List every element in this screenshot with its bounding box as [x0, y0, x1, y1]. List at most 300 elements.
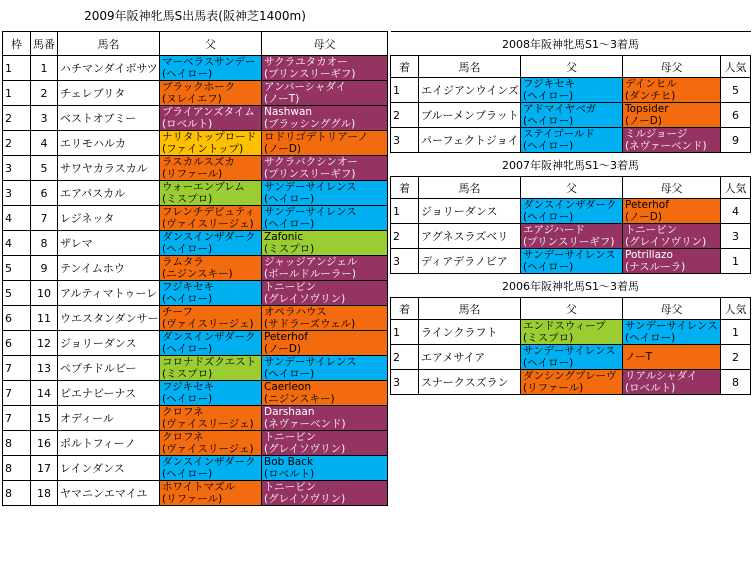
header-sire: 父: [521, 298, 623, 320]
sire-cell-name: ダンスインザダーク: [523, 199, 617, 211]
bms-cell: [262, 156, 388, 181]
sire-cell: [160, 56, 262, 81]
sire-cell: [521, 370, 623, 395]
bms-cell-line: (グレイソヴリン): [264, 493, 346, 506]
bms-cell-name: サクラバクシンオー: [264, 156, 358, 169]
bms-cell-name: ジャッジアンジェル: [264, 256, 358, 269]
entry-row: [3, 381, 388, 406]
header-pos: 着: [391, 56, 419, 78]
sire-cell: [160, 406, 262, 431]
bms-cell-name: Darshaan: [264, 406, 315, 419]
sire-cell: [521, 199, 623, 224]
horse-name-cell: ヤマニンエマイユ: [58, 481, 160, 506]
sire-cell-line: (ヴァイスリージェ): [162, 443, 254, 456]
umaban-cell: 5: [31, 156, 58, 181]
section-title-row: [391, 32, 751, 56]
sire-cell-name: エンドスウィープ: [523, 320, 606, 332]
header-bms: 母父: [623, 177, 721, 199]
horse-name-cell: ペプチドルビー: [58, 356, 160, 381]
result-row: [391, 103, 751, 128]
result-row: [391, 249, 751, 274]
sire-cell-name: サンデーサイレンス: [523, 249, 616, 261]
header-broodmare-sire: 母父: [262, 32, 388, 56]
bms-cell-name: トニービン: [625, 224, 678, 236]
entry-row: [3, 81, 388, 106]
sire-cell: [160, 181, 262, 206]
horse-name-cell: レジネッタ: [58, 206, 160, 231]
sire-cell-line: (ヌレイエフ): [162, 93, 222, 106]
section-title-row: [391, 153, 751, 177]
sire-cell-name: ダンスインザダーク: [162, 331, 256, 344]
umaban-cell: 8: [31, 231, 58, 256]
horse-name-cell: ウエスタンダンサー: [58, 306, 160, 331]
bms-cell: [262, 381, 388, 406]
bms-cell-name: アンバーシャダイ: [264, 81, 347, 94]
sire-cell-line: (ヘイロー): [162, 468, 213, 481]
bms-cell-name: Nashwan: [264, 106, 313, 119]
sire-cell: [521, 249, 623, 274]
sire-cell-name: ブライアンズタイム: [162, 106, 255, 119]
waku-cell: 1: [3, 81, 31, 106]
header-umaban: 馬番: [31, 32, 58, 56]
sire-cell: [160, 306, 262, 331]
umaban-cell: 4: [31, 131, 58, 156]
umaban-cell: 10: [31, 281, 58, 306]
popularity-cell: 5: [721, 78, 751, 103]
waku-cell: 3: [3, 181, 31, 206]
waku-cell: 5: [3, 256, 31, 281]
waku-cell: 7: [3, 381, 31, 406]
sire-cell-name: エアジハード: [523, 224, 585, 236]
bms-cell: [623, 78, 721, 103]
umaban-cell: 16: [31, 431, 58, 456]
umaban-cell: 13: [31, 356, 58, 381]
bms-cell-name: Peterhof: [625, 199, 669, 211]
umaban-cell: 17: [31, 456, 58, 481]
umaban-cell: 2: [31, 81, 58, 106]
popularity-cell: 9: [721, 128, 751, 153]
bms-cell-line: (プリンスリーギフ): [264, 68, 356, 81]
bms-cell-name: サクラユタカオー: [264, 56, 348, 69]
sire-cell-name: ナリタトップロード: [162, 131, 257, 144]
sire-cell: [160, 106, 262, 131]
bms-cell-name: トニービン: [264, 481, 317, 494]
sire-cell: [521, 128, 623, 153]
umaban-cell: 12: [31, 331, 58, 356]
sire-cell-name: ブラックホーク: [162, 81, 236, 94]
umaban-cell: 1: [31, 56, 58, 81]
bms-cell-name: サンデーサイレンス: [264, 181, 357, 194]
sire-cell-line: (リファール): [523, 382, 584, 394]
result-row: [391, 78, 751, 103]
horse-name-cell: エアパスカル: [58, 181, 160, 206]
sire-cell-line: (リファール): [162, 493, 223, 506]
header-pos: 着: [391, 177, 419, 199]
horse-name-cell: エアメサイア: [419, 345, 521, 370]
waku-cell: 1: [3, 56, 31, 81]
sire-cell: [521, 103, 623, 128]
bms-cell: [623, 128, 721, 153]
popularity-cell: 1: [721, 320, 751, 345]
sire-cell-line: (ヘイロー): [162, 343, 213, 356]
umaban-cell: 7: [31, 206, 58, 231]
bms-cell: [623, 345, 721, 370]
umaban-cell: 15: [31, 406, 58, 431]
bms-cell-line: (ヘイロー): [625, 332, 676, 344]
past-header-row: [391, 298, 751, 320]
sire-cell-name: ステイゴールド: [523, 128, 595, 140]
bms-cell-line: (ヘイロー): [264, 368, 315, 381]
sire-cell-line: (ヘイロー): [523, 261, 574, 273]
header-horse-name: 馬名: [419, 56, 521, 78]
sire-cell-name: チーフ: [162, 306, 193, 319]
sire-cell: [160, 81, 262, 106]
sire-cell-name: ダンスインザダーク: [162, 231, 256, 244]
bms-cell-name: リアルシャダイ: [625, 370, 698, 382]
bms-cell-name: Bob Back: [264, 456, 314, 469]
bms-cell: [623, 199, 721, 224]
umaban-cell: 6: [31, 181, 58, 206]
header-horse-name: 馬名: [58, 32, 160, 56]
entry-row: [3, 181, 388, 206]
bms-cell-line: (ニジンスキー): [264, 393, 335, 406]
finish-pos-cell: 1: [391, 320, 419, 345]
bms-cell-line: (ノーD): [264, 343, 301, 356]
sire-cell: [521, 320, 623, 345]
finish-pos-cell: 2: [391, 103, 419, 128]
sire-cell-name: フジキセキ: [162, 381, 215, 394]
bms-cell-line: (サドラーズウェル): [264, 318, 356, 331]
result-row: [391, 224, 751, 249]
finish-pos-cell: 1: [391, 78, 419, 103]
bms-cell: [623, 249, 721, 274]
popularity-cell: 2: [721, 345, 751, 370]
popularity-cell: 1: [721, 249, 751, 274]
bms-cell-name: オペラハウス: [264, 306, 327, 319]
bms-cell: [262, 56, 388, 81]
header-popularity: 人気: [721, 298, 751, 320]
sire-cell: [521, 224, 623, 249]
bms-cell-line: (ノーD): [625, 115, 662, 127]
waku-cell: 8: [3, 481, 31, 506]
bms-cell-name: サンデーサイレンス: [625, 320, 718, 332]
bms-cell: [262, 281, 388, 306]
sire-cell-line: (ヴァイスリージェ): [162, 218, 254, 231]
waku-cell: 4: [3, 206, 31, 231]
sire-cell: [160, 231, 262, 256]
sire-cell: [160, 381, 262, 406]
bms-cell: [262, 356, 388, 381]
sire-cell-line: (ヘイロー): [523, 357, 574, 369]
horse-name-cell: ブルーメンブラット: [419, 103, 521, 128]
waku-cell: 3: [3, 156, 31, 181]
sire-cell-name: ダンスインザダーク: [162, 456, 256, 469]
bms-cell-name: サンデーサイレンス: [264, 206, 357, 219]
bms-cell-line: (ノーD): [264, 143, 301, 156]
umaban-cell: 18: [31, 481, 58, 506]
past-header-row: [391, 177, 751, 199]
bms-cell: [262, 181, 388, 206]
finish-pos-cell: 3: [391, 370, 419, 395]
header-waku: 枠: [3, 32, 31, 56]
finish-pos-cell: 3: [391, 249, 419, 274]
sire-cell-line: (ヘイロー): [162, 68, 213, 81]
bms-cell-name: Zafonic: [264, 231, 304, 244]
result-row: [391, 345, 751, 370]
sire-cell: [160, 356, 262, 381]
header-horse-name: 馬名: [419, 177, 521, 199]
bms-cell: [262, 306, 388, 331]
entry-row: [3, 406, 388, 431]
bms-cell: [623, 320, 721, 345]
horse-name-cell: スナークスズラン: [419, 370, 521, 395]
sire-cell-line: (ミスプロ): [162, 368, 213, 381]
finish-pos-cell: 2: [391, 345, 419, 370]
sire-cell-line: (ロベルト): [162, 118, 213, 131]
bms-cell: [262, 206, 388, 231]
sire-cell-name: マーベラスサンデー: [162, 56, 256, 69]
entry-row: [3, 456, 388, 481]
sire-cell-line: (ヘイロー): [162, 293, 213, 306]
bms-cell: [262, 331, 388, 356]
result-row: [391, 199, 751, 224]
entry-row: [3, 206, 388, 231]
bms-cell-line: (ノーD): [625, 211, 662, 223]
bms-cell: [623, 370, 721, 395]
bms-cell-line: (ミスプロ): [264, 243, 315, 256]
bms-cell-name: サンデーサイレンス: [264, 356, 357, 369]
bms-cell-line: (グレイソヴリン): [264, 293, 346, 306]
bms-cell-line: (ロベルト): [264, 468, 315, 481]
past-header-row: [391, 56, 751, 78]
horse-name-cell: テンイムホウ: [58, 256, 160, 281]
header-popularity: 人気: [721, 177, 751, 199]
entry-row: [3, 156, 388, 181]
sire-cell-line: (ヘイロー): [523, 140, 574, 152]
horse-name-cell: オディール: [58, 406, 160, 431]
sire-cell-name: フレンチデピュティ: [162, 206, 255, 219]
sire-cell-name: コロナドズクエスト: [162, 356, 257, 369]
sire-cell-name: ラムタラ: [162, 256, 204, 269]
bms-cell: [623, 224, 721, 249]
sire-cell: [160, 431, 262, 456]
bms-cell-line: (ネヴァーベンド): [625, 140, 707, 152]
umaban-cell: 14: [31, 381, 58, 406]
entry-row: [3, 106, 388, 131]
sire-cell-line: (ヘイロー): [523, 90, 574, 102]
finish-pos-cell: 2: [391, 224, 419, 249]
waku-cell: 2: [3, 106, 31, 131]
horse-name-cell: ラインクラフト: [419, 320, 521, 345]
bms-cell: [262, 231, 388, 256]
bms-cell-line: (ノーT): [264, 93, 300, 106]
header-bms: 母父: [623, 298, 721, 320]
sire-cell-line: (ミスプロ): [162, 193, 213, 206]
bms-cell-name: Peterhof: [264, 331, 308, 344]
horse-name-cell: ポルトフィーノ: [58, 431, 160, 456]
header-pos: 着: [391, 298, 419, 320]
bms-cell-line: (ヘイロー): [264, 193, 315, 206]
sire-cell-line: (ヴァイスリージェ): [162, 418, 254, 431]
horse-name-cell: ザレマ: [58, 231, 160, 256]
bms-cell: [262, 256, 388, 281]
sire-cell-line: (ニジンスキー): [162, 268, 233, 281]
entry-row: [3, 131, 388, 156]
result-row: [391, 320, 751, 345]
bms-cell-line: (ボールドルーラー): [264, 268, 356, 281]
sire-cell: [160, 481, 262, 506]
bms-cell-line: (ヘイロー): [264, 218, 315, 231]
entry-row: [3, 281, 388, 306]
sire-cell-name: ウォーエンブレム: [162, 181, 245, 194]
umaban-cell: 11: [31, 306, 58, 331]
horse-name-cell: アグネスラズベリ: [419, 224, 521, 249]
bms-cell-line: (グレイソヴリン): [625, 236, 707, 248]
horse-name-cell: サワヤカラスカル: [58, 156, 160, 181]
bms-cell-name: ミルジョージ: [625, 128, 688, 140]
sire-cell: [521, 78, 623, 103]
waku-cell: 6: [3, 331, 31, 356]
sire-cell-name: ホワイトマズル: [162, 481, 236, 494]
horse-name-cell: ピエナビーナス: [58, 381, 160, 406]
page-title: 2009年阪神牝馬S出馬表(阪神芝1400m): [84, 9, 306, 23]
sire-cell-name: クロフネ: [162, 431, 204, 444]
horse-name-cell: ジョリーダンス: [58, 331, 160, 356]
sire-cell: [160, 456, 262, 481]
bms-cell: [262, 406, 388, 431]
umaban-cell: 3: [31, 106, 58, 131]
bms-cell: [262, 431, 388, 456]
sire-cell-name: フジキセキ: [523, 78, 576, 90]
sire-cell-line: (ヘイロー): [162, 243, 213, 256]
sire-cell-line: (ヴァイスリージェ): [162, 318, 254, 331]
sire-cell: [160, 331, 262, 356]
bms-cell: [262, 106, 388, 131]
entry-row: [3, 331, 388, 356]
waku-cell: 6: [3, 306, 31, 331]
bms-cell-name: ロドリゴデトリアーノ: [264, 131, 369, 144]
bms-cell: [262, 456, 388, 481]
sire-cell-name: ダンシングブレーヴ: [523, 370, 617, 382]
popularity-cell: 6: [721, 103, 751, 128]
sire-cell-line: (ヘイロー): [162, 393, 213, 406]
horse-name-cell: ベストオブミー: [58, 106, 160, 131]
sire-cell-name: クロフネ: [162, 406, 204, 419]
bms-cell-name: トニービン: [264, 281, 317, 294]
bms-cell-line: (プリンスリーギフ): [264, 168, 356, 181]
bms-cell-line: (ブラッシンググル): [264, 118, 356, 131]
entry-row: [3, 56, 388, 81]
sire-cell-name: ラスカルスズカ: [162, 156, 235, 169]
bms-cell-name: Potrillazo: [625, 249, 673, 261]
entry-row: [3, 431, 388, 456]
bms-cell-name: デインヒル: [625, 78, 677, 90]
horse-name-cell: パーフェクトジョイ: [419, 128, 521, 153]
entry-table: [2, 31, 388, 506]
horse-name-cell: ディアデラノビア: [419, 249, 521, 274]
horse-name-cell: チェレブリタ: [58, 81, 160, 106]
sire-cell: [160, 206, 262, 231]
bms-cell-line: (ネヴァーベンド): [264, 418, 346, 431]
bms-cell-name: トニービン: [264, 431, 317, 444]
bms-cell: [262, 481, 388, 506]
section-title: 2007年阪神牝馬S1～3着馬: [391, 153, 751, 177]
sire-cell-line: (ファイントップ): [162, 143, 244, 156]
sire-cell: [160, 256, 262, 281]
finish-pos-cell: 1: [391, 199, 419, 224]
sire-cell: [521, 345, 623, 370]
waku-cell: 5: [3, 281, 31, 306]
bms-cell-name: Topsider: [625, 103, 669, 115]
sire-cell: [160, 131, 262, 156]
sire-cell-name: アドマイヤベガ: [523, 103, 597, 115]
bms-cell: [262, 81, 388, 106]
header-bms: 母父: [623, 56, 721, 78]
sire-cell-name: フジキセキ: [162, 281, 215, 294]
waku-cell: 7: [3, 406, 31, 431]
result-row: [391, 370, 751, 395]
waku-cell: 8: [3, 431, 31, 456]
bms-cell-name: Caerleon: [264, 381, 311, 394]
entry-row: [3, 231, 388, 256]
waku-cell: 8: [3, 456, 31, 481]
umaban-cell: 9: [31, 256, 58, 281]
horse-name-cell: アルティマトゥーレ: [58, 281, 160, 306]
finish-pos-cell: 3: [391, 128, 419, 153]
result-row: [391, 128, 751, 153]
waku-cell: 7: [3, 356, 31, 381]
header-popularity: 人気: [721, 56, 751, 78]
popularity-cell: 8: [721, 370, 751, 395]
sire-cell-line: (ヘイロー): [523, 211, 574, 223]
horse-name-cell: エイジアンウインズ: [419, 78, 521, 103]
bms-cell-line: (ロベルト): [625, 382, 676, 394]
waku-cell: 4: [3, 231, 31, 256]
sire-cell: [160, 281, 262, 306]
horse-name-cell: ハチマンダイボサツ: [58, 56, 160, 81]
past-results-table: [390, 31, 751, 395]
sire-cell-line: (ヘイロー): [523, 115, 574, 127]
section-title: 2006年阪神牝馬S1～3着馬: [391, 274, 751, 298]
sire-cell-line: (リファール): [162, 168, 223, 181]
sire-cell: [160, 156, 262, 181]
horse-name-cell: エリモハルカ: [58, 131, 160, 156]
section-title: 2008年阪神牝馬S1～3着馬: [391, 32, 751, 56]
popularity-cell: 4: [721, 199, 751, 224]
horse-name-cell: ジョリーダンス: [419, 199, 521, 224]
bms-cell: [623, 103, 721, 128]
header-sire: 父: [160, 32, 262, 56]
bms-cell-name: ノーT: [625, 351, 653, 363]
sire-cell-line: (ミスプロ): [523, 332, 574, 344]
header-sire: 父: [521, 177, 623, 199]
header-sire: 父: [521, 56, 623, 78]
waku-cell: 2: [3, 131, 31, 156]
bms-cell-line: (ナスルーラ): [625, 261, 686, 273]
header-horse-name: 馬名: [419, 298, 521, 320]
popularity-cell: 3: [721, 224, 751, 249]
section-title-row: [391, 274, 751, 298]
bms-cell-line: (グレイソヴリン): [264, 443, 346, 456]
horse-name-cell: レインダンス: [58, 456, 160, 481]
entry-row: [3, 356, 388, 381]
entry-row: [3, 306, 388, 331]
bms-cell: [262, 131, 388, 156]
bms-cell-line: (ダンチヒ): [625, 90, 676, 102]
sire-cell-line: (プリンスリーギフ): [523, 236, 615, 248]
entry-row: [3, 481, 388, 506]
sire-cell-name: サンデーサイレンス: [523, 345, 616, 357]
